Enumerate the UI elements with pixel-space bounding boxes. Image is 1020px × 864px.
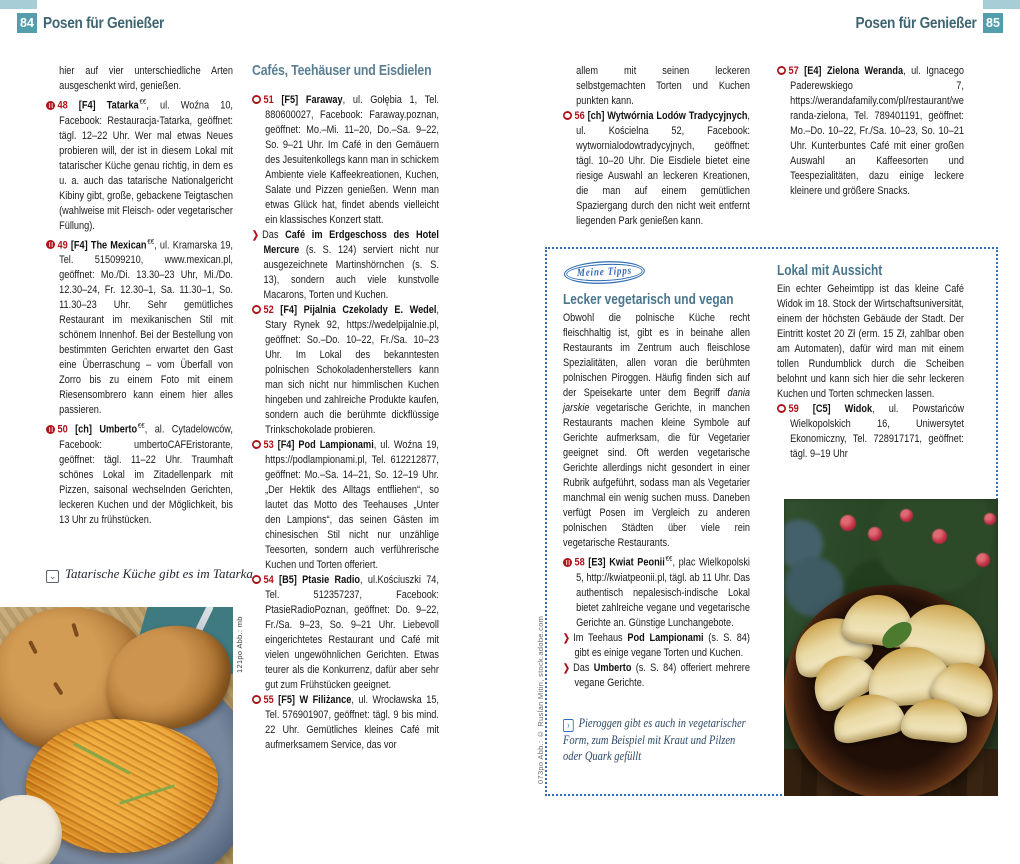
cross-reference: ❯ Im Teehaus Pod Lampionami (s. S. 84) gibt es einige vegane Torten und Kuchen. — [563, 631, 750, 659]
meine-tipps-badge-label: Meine Tipps — [566, 262, 643, 282]
restaurant-marker-icon — [563, 558, 572, 567]
listing-entry: 58 [E3] Kwiat Peonii€€, plac Wielkopolski 5, http://kwiatpeonii.pl, tägl. ab 11 Uhr. Das authentisch nepalesisch-indische Lokal bietet zahlreiche vegane und vegetarische Gerichte an. Günstige Lunchangebote. — [563, 551, 750, 631]
arrow-icon: ❯ — [563, 662, 570, 674]
cafe-marker-icon — [777, 66, 786, 75]
entry-number: 54 — [263, 574, 274, 586]
tip-heading: Lokal mit Aussicht — [777, 263, 883, 279]
paragraph: allem mit seinen leckeren selbstgemachten Torten und Kuchen punkten kann. — [576, 65, 750, 107]
berry — [900, 509, 913, 522]
listing-entry: 54 [B5] Ptasie Radio, ul.Kościuszki 74, Tel. 512357237, Facebook: PtasieRadioPoznan, geöffnet: Do. 9–22, Fr./Sa. 9–23, So. 9–21 Uhr. Liebevoll eingerichtetes Restaurant und Café mit vielen ungewöhnlichen Gerichten. Etwas teurer als die Konkurrenz, dafür aber sehr gut zum Frühstücken geeignet. — [252, 573, 439, 693]
tips-box-right-column — [777, 263, 964, 462]
column-3-cafes-continued — [563, 64, 750, 229]
listing-entry: 59 [C5] Widok, ul. Powstańców Wielkopolskich 16, Uniwersytet Ekonomiczny, Tel. 728917171, geöffnet: tägl. 9–19 Uhr — [777, 402, 964, 462]
listing-entry: 51 [F5] Faraway, ul. Gołębia 1, Tel. 880600027, Facebook: Faraway.poznan, geöffnet: Mo.–Mi. 11–20, Do.–Sa. 9–22, So. 9–21 Uhr. Im Café in den Gemäuern des Jesuitenkollegs kann man in schickem Ambiente viele Kaffeekreationen, Kuchen, Salate und Pizzen genießen. Wenn man etwas Glück hat, findet abends vielleicht ein klassisches Konzert statt. — [252, 93, 439, 228]
venue-name: Umberto — [99, 424, 138, 437]
venue-name: Pod Lampionami — [298, 439, 374, 451]
arrow-icon: ❯ — [563, 632, 570, 644]
page-number-right: 85 — [983, 13, 1003, 33]
paragraph: Ein echter Geheimtipp ist das kleine Café Widok im 18. Stock der Wirtschaftsuniversität, einem der höchsten Gebäude der Stadt. Der Eintritt kostet 20 Zł (erm. 15 Zł, zahlbar oben am Automaten), dafür wird man mit einem tollen Rundumblick durch die Scheiben belohnt und kann sich hier die sehr leckeren Kuchen und Torten schmecken lassen. — [777, 283, 964, 400]
map-grid-reference: [ch] — [75, 424, 92, 437]
restaurant-marker-icon — [46, 240, 55, 249]
listing-entry: 57 [E4] Zielona Weranda, ul. Ignacego Paderewskiego 7, https://werandafamily.com/pl/restaurant/weranda-zielona, Tel. 789401191, geöffnet: Mo.–Do. 10–22, Fr./Sa. 10–23, So. 10–21 Uhr. Kunterbuntes Café mit einer großen Auswahl an Kaffeesorten und Teespezialitäten, dazu einige leckere kleinere und größere Snacks. — [777, 64, 964, 199]
cafe-marker-icon — [252, 305, 261, 314]
map-grid-reference: [F4] — [277, 439, 295, 451]
page-title-right: Posen für Genießer — [855, 15, 977, 32]
photo-credit-left: 121po Abb.: mb — [235, 616, 244, 673]
photo-caption-pieroggen — [563, 715, 750, 765]
venue-name: The Mexican — [90, 239, 147, 252]
entry-number: 48 — [57, 99, 68, 112]
caption-text: Tatarische Küche gibt es im Tatarka — [65, 566, 253, 581]
caption-text: Pieroggen gibt es auch in vegetarischer Form, zum Beispiel mit Kraut und Pilzen oder Quark gefüllt — [563, 715, 746, 764]
photo-caption-tatarka — [46, 566, 253, 583]
venue-name: Widok — [844, 403, 873, 415]
section-heading: Cafés, Teehäuser und Eisdielen — [252, 62, 432, 79]
berry — [868, 527, 882, 541]
berry — [976, 553, 990, 567]
venue-name: Kwiat Peonii — [609, 556, 665, 569]
meine-tipps-box — [536, 247, 998, 796]
price-category: €€ — [139, 97, 147, 106]
column-2-cafes — [252, 62, 439, 753]
page-title-left: Posen für Genießer — [43, 15, 165, 32]
cafe-marker-icon — [252, 575, 261, 584]
entry-number: 55 — [263, 694, 274, 706]
map-grid-reference: [E3] — [588, 556, 606, 569]
paragraph: Obwohl die polnische Küche recht fleischhaltig ist, gibt es in beinahe allen Restaurants im Zentrum auch fleischlose Spezialitäten, allen voran die berühmten polnischen Piroggen. Häufig finden sich auf der Speisekarte unter dem Begriff dania jarskie vegetarische Gerichte, in manchen Restaurants machen kleine Symbole auf Gerichte aufmerksam, die für Vegetarier geeignet sind. Oft werden vegetarische Gerichte allerdings nicht gesondert in einer Rubrik aufgeführt, sodass man als Vegetarier manchmal ein wenig suchen muss. Daneben verfügt Posen im Vergleich zu anderen polnischen Städten über viele rein vegetarische Restaurants. — [563, 312, 750, 549]
cross-reference: ❯ Das Café im Erdgeschoss des Hotel Mercure (s. S. 124) serviert nicht nur ausgezeichnete Martinshörnchen (s. S. 13), sondern auch viele kunstvolle Macarons, Torten und Kuchen. — [252, 229, 439, 301]
column-1-restaurants — [46, 64, 233, 528]
cafe-marker-icon — [777, 404, 786, 413]
cafe-marker-icon — [252, 95, 261, 104]
venue-name: Pijalnia Czekolady E. Wedel — [303, 304, 437, 316]
berry — [840, 515, 856, 531]
entry-number: 49 — [57, 239, 68, 252]
restaurant-marker-icon — [46, 101, 55, 110]
cafe-marker-icon — [252, 440, 261, 449]
map-grid-reference: [ch] — [587, 110, 605, 122]
column-4-cafes-continued — [777, 64, 964, 199]
venue-name: Wytwórnia Lodów Tradycyjnych — [607, 110, 748, 122]
arrow-icon: ❯ — [252, 230, 259, 241]
price-category: €€ — [147, 236, 155, 246]
entry-number: 52 — [263, 304, 274, 316]
price-category: €€ — [137, 421, 145, 431]
map-grid-reference: [F5] — [281, 94, 299, 106]
entry-number: 59 — [788, 403, 799, 415]
entry-number: 51 — [263, 94, 274, 106]
venue-name: Zielona Weranda — [826, 65, 904, 77]
entry-number: 50 — [57, 424, 68, 437]
map-grid-reference: [E4] — [804, 65, 822, 77]
bold-text: Umberto — [593, 661, 632, 674]
berry — [932, 529, 947, 544]
listing-entry: 56 [ch] Wytwórnia Lodów Tradycyjnych, ul. Kościelna 52, Facebook: wytwornialodowtradycyjnych, geöffnet: tägl. 10–20 Uhr. Die Eisdiele bietet eine riesige Auswahl an leckeren Kreationen, die man auf einem gemütlichen Spaziergang durch den nicht weit entfernt liegenden Park genießen kann. — [563, 109, 750, 229]
entry-number: 53 — [263, 439, 274, 451]
italic-text: dania jarskie — [563, 387, 750, 414]
entry-number: 57 — [788, 65, 799, 77]
venue-name: W Filiżance — [299, 694, 352, 706]
listing-entry: 49 [F4] The Mexican€€, ul. Kramarska 19, Tel. 515099210, www.mexican.pl, geöffnet: Mo./Di. 13.30–23 Uhr, Mi./Do. 12.30–24, Fr. 12.30–1, Sa. 11.30–1, So. 11.30–23 Uhr. Sehr gemütliches Restaurant im mexikanischen Stil mit schönem Innenhof. Bei der Bestellung von bestimmten Gerichten erwartet den Gast eine Überraschung – vom Überfall von Zorro bis zu einem Foto mit einem Riesensombrero kann einem hier alles passieren. — [46, 234, 233, 419]
photo-ref-icon: › — [563, 719, 574, 732]
price-category: €€ — [665, 554, 673, 563]
entry-number: 56 — [574, 110, 585, 122]
map-grid-reference: [F4] — [280, 304, 298, 316]
cafe-marker-icon — [563, 111, 572, 120]
page-corner-strip — [0, 0, 37, 9]
map-grid-reference: [B5] — [279, 574, 297, 586]
bold-text: Pod Lampionami — [627, 631, 704, 644]
listing-entry: 50 [ch] Umberto€€, al. Cytadelowców, Facebook: umbertoCAFEristorante, geöffnet: tägl. 11–22 Uhr. Traumhaft schönes Lokal im Zitadellenpark mit Pizzen, saisonal wechselnden Gerichten, leckeren Kuchen und der Möglichkeit, bis 13 Uhr zu frühstücken. — [46, 418, 233, 528]
listing-entry: 55 [F5] W Filiżance, ul. Wrocławska 15, Tel. 576901907, geöffnet: tägl. 9 bis mind. 22 Uhr. Gemütliches kleines Café mit aufmerksamem Service, das vor — [252, 693, 439, 753]
map-grid-reference: [C5] — [812, 403, 831, 415]
bold-text: Café im Erdgeschoss des Hotel Mercure — [263, 229, 439, 256]
venue-name: Faraway — [305, 94, 343, 106]
listing-entry: 53 [F4] Pod Lampionami, ul. Woźna 19, https://podlampionami.pl, Tel. 612212877, geöffnet: Mo.–Sa. 14–21, So. 12–19 Uhr. „Der Hektik des Alltags entfliehen“, so lautet das Motto des Teehauses „Unter den Lampions“, das seinen Gästen im chinesischen Stil nicht nur unzählige Teesorten, sondern auch verführerische Kuchen und Torten offeriert. — [252, 438, 439, 573]
page-corner-strip — [983, 0, 1020, 9]
map-grid-reference: [F4] — [78, 99, 96, 112]
photo-credit-right: 073po Abb.: © Ruslan Mitin, stock.adobe.com — [536, 615, 545, 784]
listing-entry: 52 [F4] Pijalnia Czekolady E. Wedel, Stary Rynek 92, https://wedelpijalnie.pl, geöffnet: So.–Do. 10–22, Fr./Sa. 10–23 Uhr. Im Lokal des bekanntesten polnischen Schokoladenherstellers kann man sich nicht nur himmlischen Kuchen hingeben und zahlreiche Produkte kaufen, sondern auch die berühmte dickflüssige Trinkschokolade probieren. — [252, 303, 439, 438]
pierogi-photo — [784, 499, 998, 796]
listing-entry: 48 [F4] Tatarka€€, ul. Woźna 10, Facebook: Restauracja-Tatarka, geöffnet: tägl. 12–22 Uhr. Wer mal etwas Neues probieren will, der ist in diesem Lokal mit tatarischer Küche genau richtig, in dem es u. a. auch das tatarische Nationalgericht Kibiny gibt, große, gebackene Teigtaschen (wahlweise mit Fleisch- oder vegetarischer Füllung). — [46, 94, 233, 234]
map-grid-reference: [F5] — [278, 694, 295, 706]
photo-below-icon: ⌄ — [46, 570, 59, 583]
tips-box-left-column — [563, 257, 750, 765]
meine-tipps-badge — [566, 262, 750, 281]
cafe-marker-icon — [252, 695, 261, 704]
restaurant-marker-icon — [46, 425, 55, 434]
tip-heading: Lecker vegetarisch und vegan — [563, 292, 734, 308]
paragraph: hier auf vier unterschiedliche Arten ausgeschenkt wird, genießen. — [59, 65, 233, 92]
map-grid-reference: [F4] — [70, 239, 88, 252]
entry-number: 58 — [574, 556, 585, 569]
venue-name: Ptasie Radio — [302, 574, 361, 586]
berry — [984, 513, 996, 525]
page-number-left: 84 — [17, 13, 37, 33]
tatarka-dish-photo — [0, 607, 233, 864]
cross-reference: ❯ Das Umberto (s. S. 84) offeriert mehrere vegane Gerichte. — [563, 661, 750, 689]
venue-name: Tatarka — [106, 99, 139, 112]
